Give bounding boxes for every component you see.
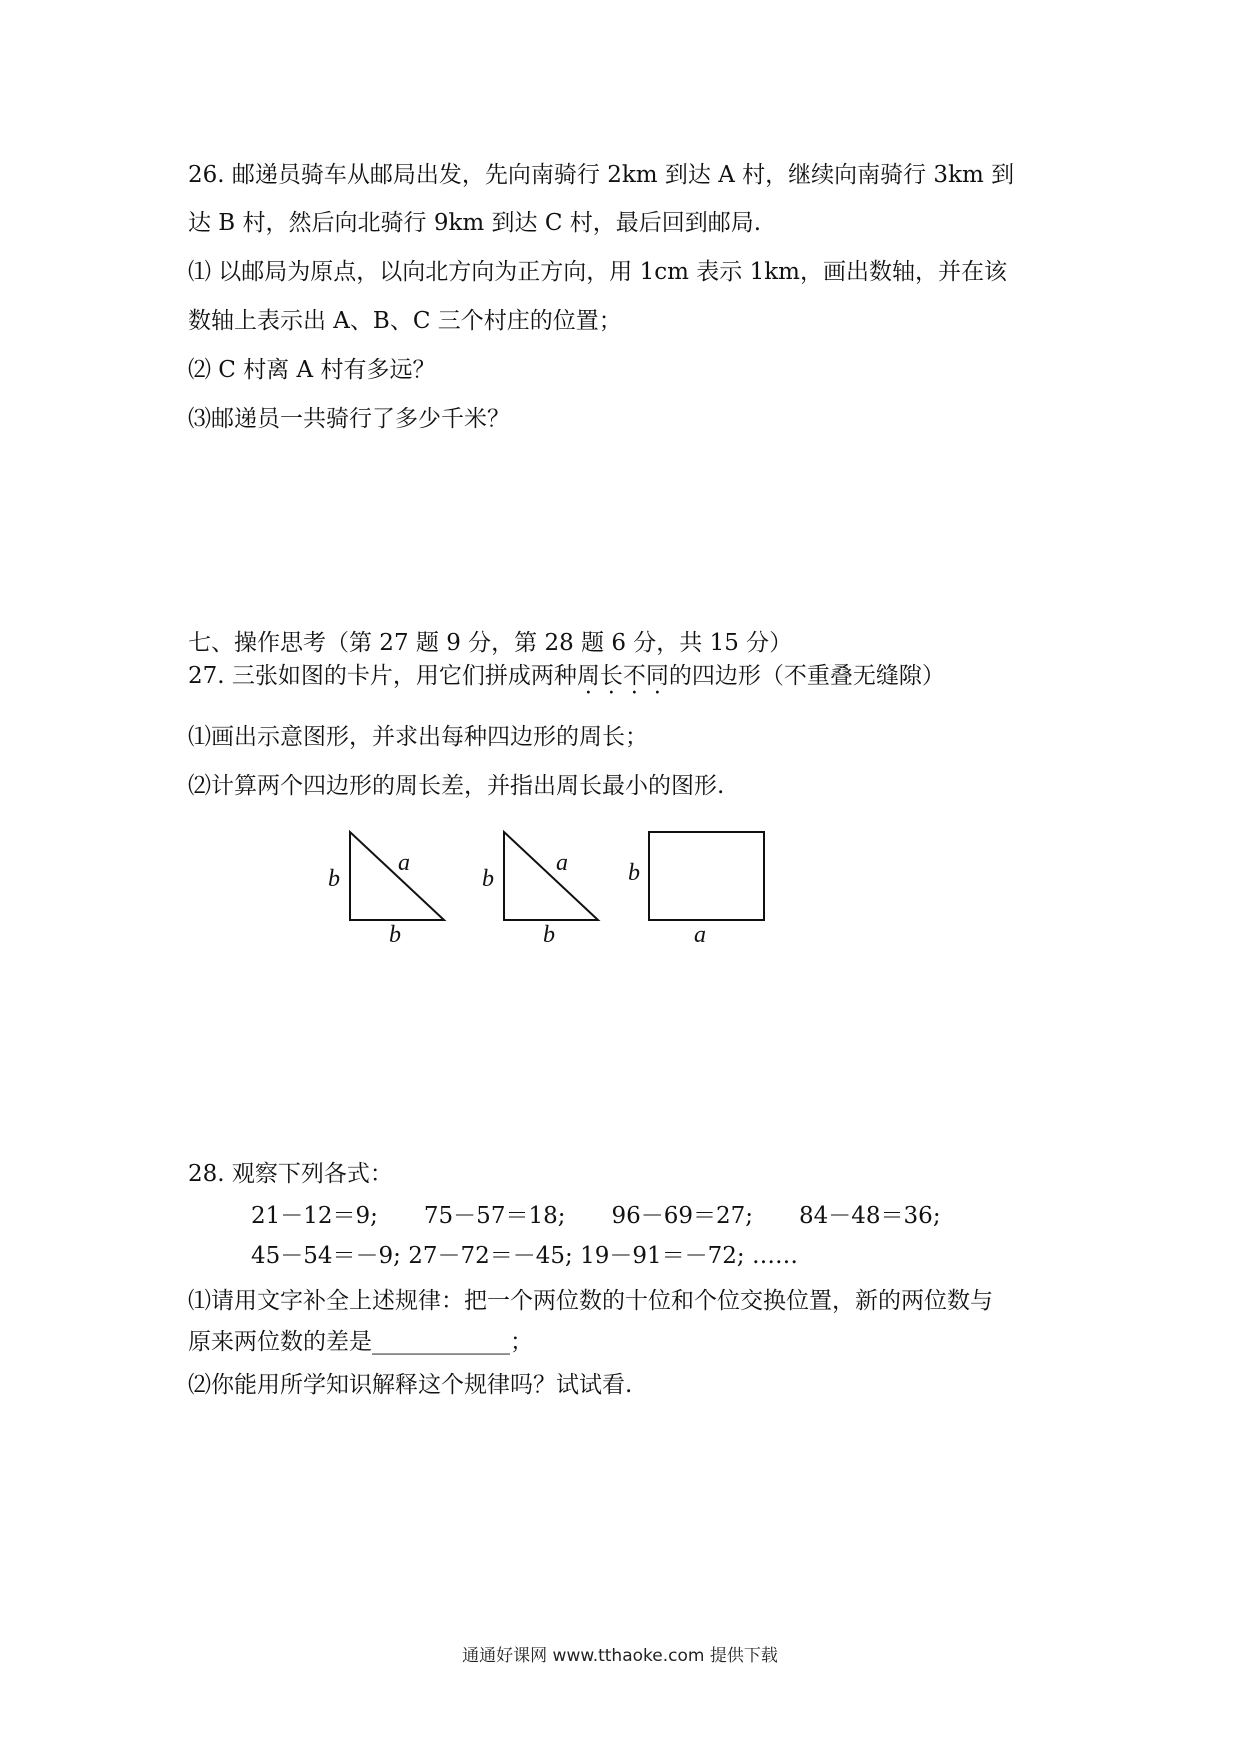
card-figure bbox=[318, 820, 778, 960]
triangle-card-1 bbox=[328, 832, 444, 948]
triangle-card-2 bbox=[482, 832, 598, 948]
tri1-hyp-label: a bbox=[398, 850, 410, 876]
q27-suffix: 的四边形（不重叠无缝隙） bbox=[668, 663, 945, 689]
q26-line-2: 达 B 村，然后向北骑行 9km 到达 C 村，最后回到邮局. bbox=[188, 210, 762, 236]
emphasis-char: 不 bbox=[622, 663, 646, 689]
q27-part2: ⑵计算两个四边形的周长差，并指出周长最小的图形. bbox=[188, 773, 725, 799]
q26-line-1: 26. 邮递员骑车从邮局出发，先向南骑行 2km 到达 A 村，继续向南骑行 3km 到 bbox=[188, 162, 1015, 188]
emphasis-char: 周 bbox=[576, 663, 600, 689]
tri1-bottom-label: b bbox=[389, 922, 401, 948]
q28-part2: ⑵你能用所学知识解释这个规律吗？试试看. bbox=[188, 1372, 633, 1398]
tri2-hyp-label: a bbox=[556, 850, 568, 876]
q27-part1: ⑴画出示意图形，并求出每种四边形的周长； bbox=[188, 724, 648, 750]
tri2-bottom-label: b bbox=[543, 922, 555, 948]
q26-part1-line-2: 数轴上表示出 A、B、C 三个村庄的位置； bbox=[188, 308, 622, 334]
q27-prefix: 27. 三张如图的卡片，用它们拼成两种 bbox=[188, 663, 577, 689]
q26-part3: ⑶邮递员一共骑行了多少千米？ bbox=[188, 406, 510, 432]
emphasis-char: 同 bbox=[645, 663, 669, 689]
rect-left-label: b bbox=[628, 860, 640, 886]
rect-bottom-label: a bbox=[694, 922, 706, 948]
page-footer: 通通好课网 www.tthaoke.com 提供下载 bbox=[462, 1646, 778, 1666]
q26-part1-line-1: ⑴ 以邮局为原点，以向北方向为正方向，用 1cm 表示 1km，画出数轴，并在该 bbox=[188, 259, 1007, 285]
q27-line-1 bbox=[188, 661, 945, 691]
tri2-left-label: b bbox=[482, 866, 494, 892]
q28-equations-row-1: 21－12＝9; 75－57＝18; 96－69＝27; 84－48＝36; bbox=[251, 1203, 941, 1229]
q28-title: 28. 观察下列各式： bbox=[188, 1161, 393, 1187]
tri1-left-label: b bbox=[328, 866, 340, 892]
emphasis-char: 长 bbox=[599, 663, 623, 689]
section-7-heading: 七、操作思考（第 27 题 9 分，第 28 题 6 分，共 15 分） bbox=[188, 630, 793, 656]
rectangle-card bbox=[628, 832, 764, 948]
q26-part2: ⑵ C 村离 A 村有多远？ bbox=[188, 357, 436, 383]
q28-part1-line-1: ⑴请用文字补全上述规律：把一个两位数的十位和个位交换位置，新的两位数与 bbox=[188, 1288, 993, 1314]
q28-equations-row-2: 45－54＝－9; 27－72＝－45; 19－91＝－72; …… bbox=[251, 1243, 798, 1269]
q28-part1-line-2: 原来两位数的差是____________； bbox=[188, 1329, 533, 1355]
